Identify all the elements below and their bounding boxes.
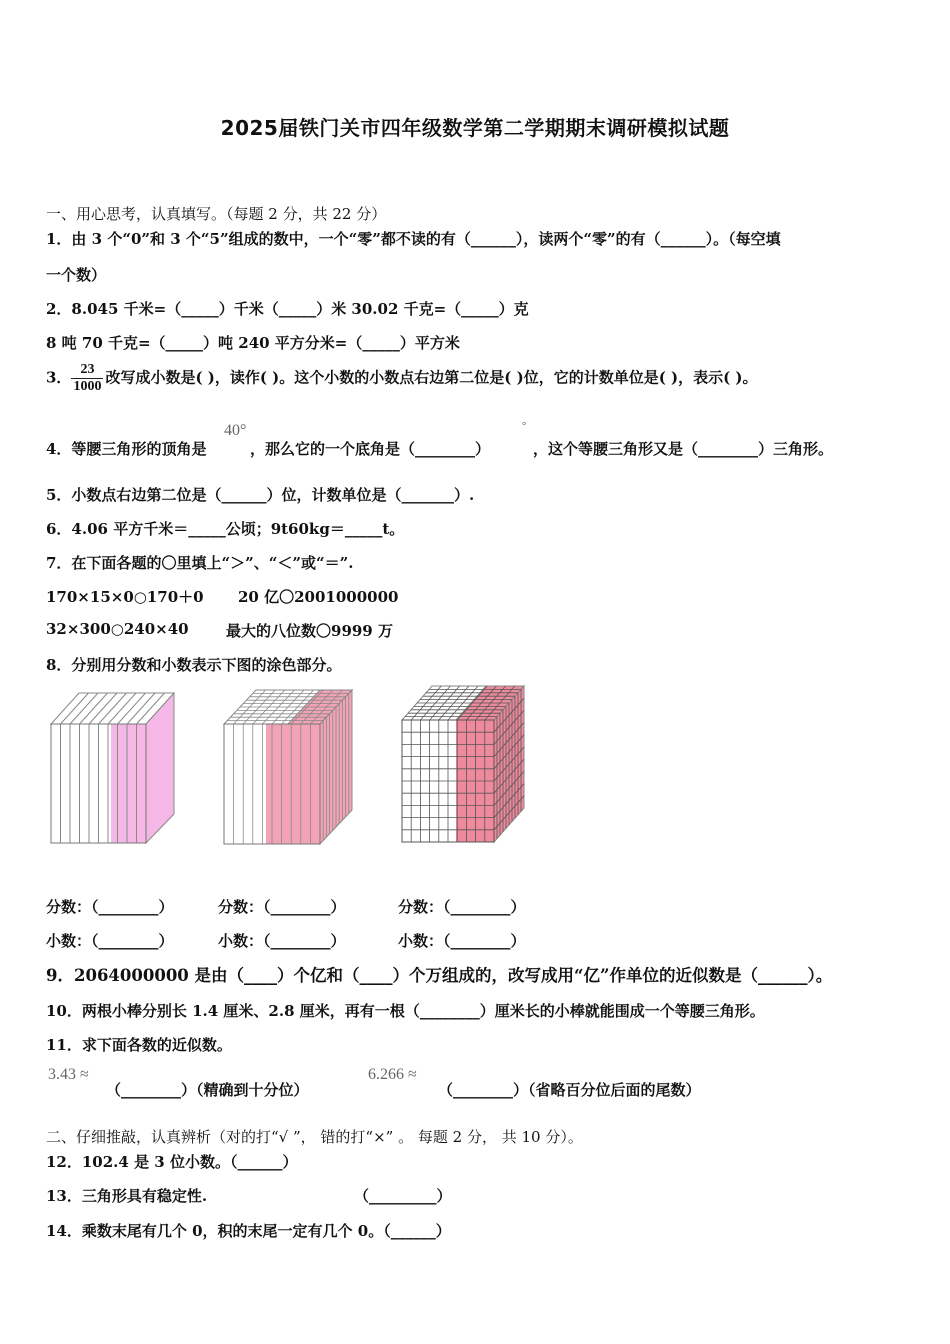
question-10: 10．两根小棒分别长 1.4 厘米、2.8 厘米，再有一根（________）厘米长的小棒就能围成一个等腰三角形。	[46, 1002, 765, 1020]
fraction-23-1000	[71, 362, 103, 395]
q11-answer-a[interactable]: （________）（精确到十分位）	[106, 1081, 309, 1099]
question-3	[46, 362, 758, 395]
question-5: 5．小数点右边第二位是（______）位，计数单位是（_______）.	[46, 486, 475, 504]
question-2-line-1: 2．8.045 千米=（_____）千米（_____）米 30.02 千克=（_____）克	[46, 300, 529, 318]
section-2-heading: 二、仔细推敲，认真辨析（对的打“√ ”， 错的打“×” 。 每题 2 分， 共 10 分）。	[46, 1128, 583, 1146]
question-4-part-c: ，这个等腰三角形又是（________）三角形。	[533, 440, 834, 458]
question-7-row-2-left: 32×300○240×40	[46, 620, 189, 638]
q11-expression-b: 6.266 ≈	[368, 1066, 417, 1083]
question-4-part-a: 4．等腰三角形的顶角是	[46, 440, 207, 458]
hundredths-block-shaded-front	[266, 724, 320, 844]
q8-fraction-answer-1[interactable]: 分数：（________）	[46, 898, 174, 916]
question-7-row-1-right: 20 亿〇2001000000	[238, 588, 399, 606]
tenths-block-shaded-front	[111, 724, 146, 843]
q8-decimal-answer-3[interactable]: 小数：（________）	[398, 932, 526, 950]
q8-fraction-answer-3[interactable]: 分数：（________）	[398, 898, 526, 916]
question-7-row-2-right: 最大的八位数〇9999 万	[226, 622, 393, 640]
hundredths-block-figure	[220, 684, 356, 848]
q8-fraction-answer-2[interactable]: 分数：（________）	[218, 898, 346, 916]
degree-symbol: °	[522, 420, 527, 432]
question-7-row-1-left: 170×15×0○170＋0	[46, 588, 204, 606]
fraction-numerator: 23	[71, 362, 103, 379]
question-9: 9．2064000000 是由（____）个亿和（____）个万组成的，改写成用“亿”作单位的近似数是（______）。	[46, 966, 833, 985]
angle-40-label: 40°	[224, 422, 247, 439]
question-7: 7．在下面各题的〇里填上“＞”、“＜”或“＝”.	[46, 554, 354, 572]
question-6: 6．4.06 平方千米＝_____公顷；9t60kg＝_____t。	[46, 520, 405, 538]
question-1-line-1: 1．由 3 个“0”和 3 个“5”组成的数中，一个“零”都不读的有（______），读两个“零”的有（______）。（每空填	[46, 230, 781, 248]
q8-decimal-answer-1[interactable]: 小数：（________）	[46, 932, 174, 950]
question-4-part-b: ，那么它的一个底角是（________）	[250, 440, 491, 458]
q11-expression-a: 3.43 ≈	[48, 1066, 89, 1083]
tenths-block-figure	[46, 688, 176, 848]
question-3-number: 3．	[46, 368, 72, 387]
question-3-text: 改写成小数是( )，读作( )。这个小数的小数点右边第二位是( )位，它的计数单位是( )，表示( )。	[105, 368, 758, 387]
page-title: 2025届铁门关市四年级数学第二学期期末调研模拟试题	[220, 116, 730, 140]
thousandths-cube-figure	[398, 682, 528, 848]
question-1-line-2: 一个数）	[46, 266, 107, 284]
question-12: 12．102.4 是 3 位小数。（______）	[46, 1153, 298, 1171]
question-14: 14．乘数末尾有几个 0，积的末尾一定有几个 0。（______）	[46, 1222, 451, 1240]
question-2-line-2: 8 吨 70 千克=（_____）吨 240 平方分米=（_____）平方米	[46, 334, 460, 352]
section-1-heading: 一、用心思考，认真填写。（每题 2 分，共 22 分）	[46, 205, 387, 223]
q11-answer-b[interactable]: （________）（省略百分位后面的尾数）	[438, 1081, 701, 1099]
question-13-answer[interactable]: （_________）	[354, 1187, 452, 1205]
question-8: 8．分别用分数和小数表示下图的涂色部分。	[46, 656, 342, 674]
question-11: 11．求下面各数的近似数。	[46, 1036, 232, 1054]
q8-decimal-answer-2[interactable]: 小数：（________）	[218, 932, 346, 950]
fraction-denominator: 1000	[73, 379, 102, 394]
question-13: 13．三角形具有稳定性.	[46, 1187, 208, 1205]
